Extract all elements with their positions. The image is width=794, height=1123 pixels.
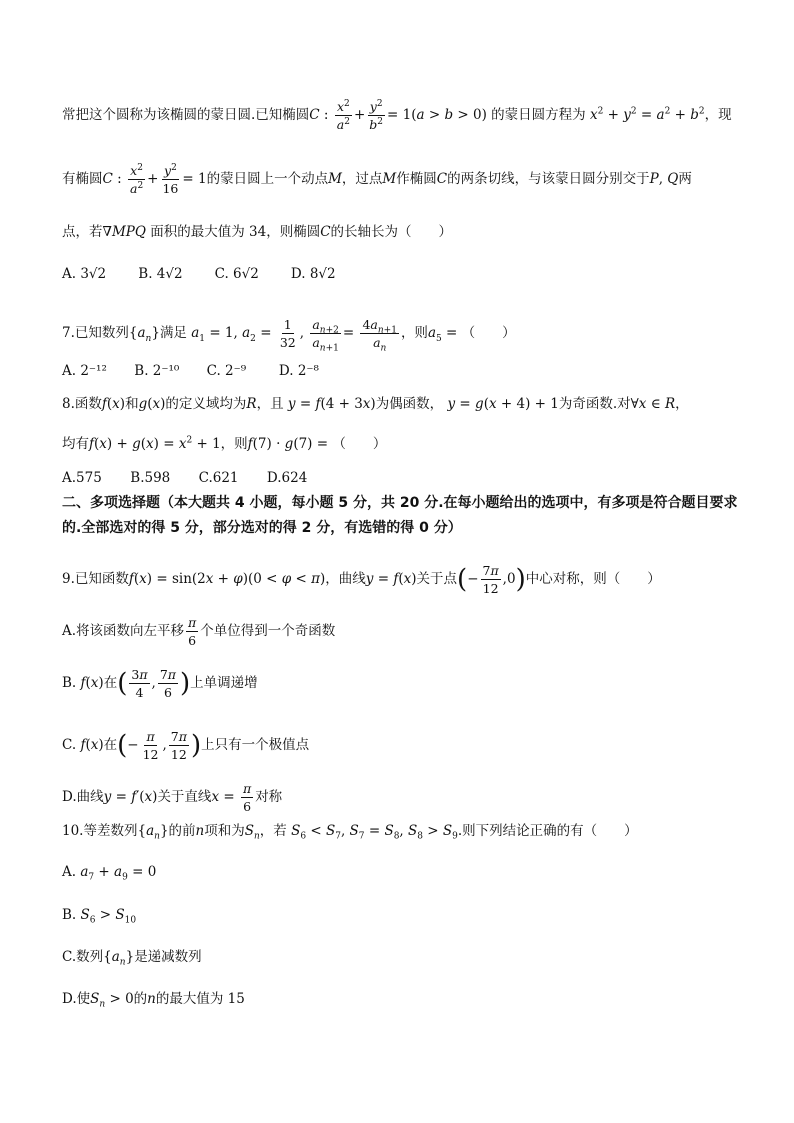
p7-option-d: D. 2⁻⁸ [278,363,319,379]
p9-option-d: D.曲线y = f′(x)关于直线x = $\frac{\pi}{6}$ 对称 [62,781,283,815]
p10-line: 10.等差数列$\{a_n\}$的前n项和为$S_n$，若 $S_6 < S_7$, $S_7 = S_8$, $S_8 > S_9$.则下列结论正确的有（ ） [62,823,638,842]
p10-option-d: D.使$S_n > 0$的n的最大值为 15 [62,991,245,1010]
p8-option-c: C.621 [198,470,239,486]
p6-options [62,268,336,282]
p8-option-b: B.598 [130,470,171,486]
p10-option-b: B. $S_6 > S_{10}$ [62,907,137,926]
p6-option-b: B. 4√2 [138,266,183,282]
p8-line2: 均有$f(x) + g(x) = x^2 + 1$，则f(7) · g(7) = （ ） [62,435,387,452]
p6-option-c: C. 6√2 [214,266,259,282]
p10-option-a: A. $a_7 + a_9 = 0$ [62,864,157,883]
p9-option-a: A.将该函数向左平移 $\frac{\pi}{6}$ 个单位得到一个奇函数 [62,615,336,649]
p6-line3: 点，若∇MPQ 面积的最大值为 34，则椭圆C的长轴长为（ ） [62,224,453,240]
p10-option-c: C.数列$\{a_n\}$是递减数列 [62,949,202,968]
p6-line2: 有椭圆C : $\frac{x^2}{a^2}$ + $\frac{y^2}{16}$ = 1的蒙日圆上一个动点M，过点M作椭圆C的两条切线，与该蒙日圆分别交于P, Q两 [62,162,692,197]
p9-option-b: B. f(x)在( $\frac{3\pi}{4}$ , $\frac{7\pi}{6}$ )上单调递增 [62,667,258,701]
section-2-title: 二、多项选择题（本大题共 4 小题，每小题 5 分，共 20 分.在每小题给出的选项中，有多项是符合题目要求的.全部选对的得 5 分，部分选对的得 2 分，有选错的得 0 分） [62,495,738,536]
p7-options [62,365,319,379]
p8-option-d: D.624 [266,470,308,486]
p8-line1: 8.函数f(x)和g(x)的定义域均为R，且 y = f(4 + 3x)为偶函数， y = g(x + 4) + 1为奇函数.对∀x ∈ R， [62,396,689,412]
p7-option-a: A. 2⁻¹² [62,363,107,379]
p8-option-a: A.575 [62,470,102,486]
p6-line1: 常把这个圆称为该椭圆的蒙日圆.已知椭圆C : $\frac{x^2}{a^2}$ + $\frac{y^2}{b^2}$ = 1(a > b > 0) 的蒙日圆方程为 $x^2 + y^2 = a^2 + b^2$，现 [62,98,732,133]
p6-option-a: A. 3√2 [62,266,107,282]
p7-line: 7.已知数列$\{a_n\}$满足 $a_1 = 1$, $a_2$ = $\frac{1}{32}$ , $\frac{a_{n+2}}{a_{n+1}}$ = $\frac{4a_{n+1}}{a_n}$ ，则$a_5$ = （ ） [62,317,516,354]
p7-option-c: C. 2⁻⁹ [206,363,247,379]
p9-line: 9.已知函数f(x) = sin(2x + φ)(0 < φ < π)，曲线y = f(x)关于点(− $\frac{7\pi}{12}$ ,0)中心对称，则（ ） [62,563,661,597]
p8-options [62,472,307,486]
p9-option-c: C. f(x)在(− $\frac{\pi}{12}$ , $\frac{7\pi}{12}$ )上只有一个极值点 [62,729,310,763]
p7-option-b: B. 2⁻¹⁰ [134,363,180,379]
p6-option-d: D. 8√2 [290,266,336,282]
